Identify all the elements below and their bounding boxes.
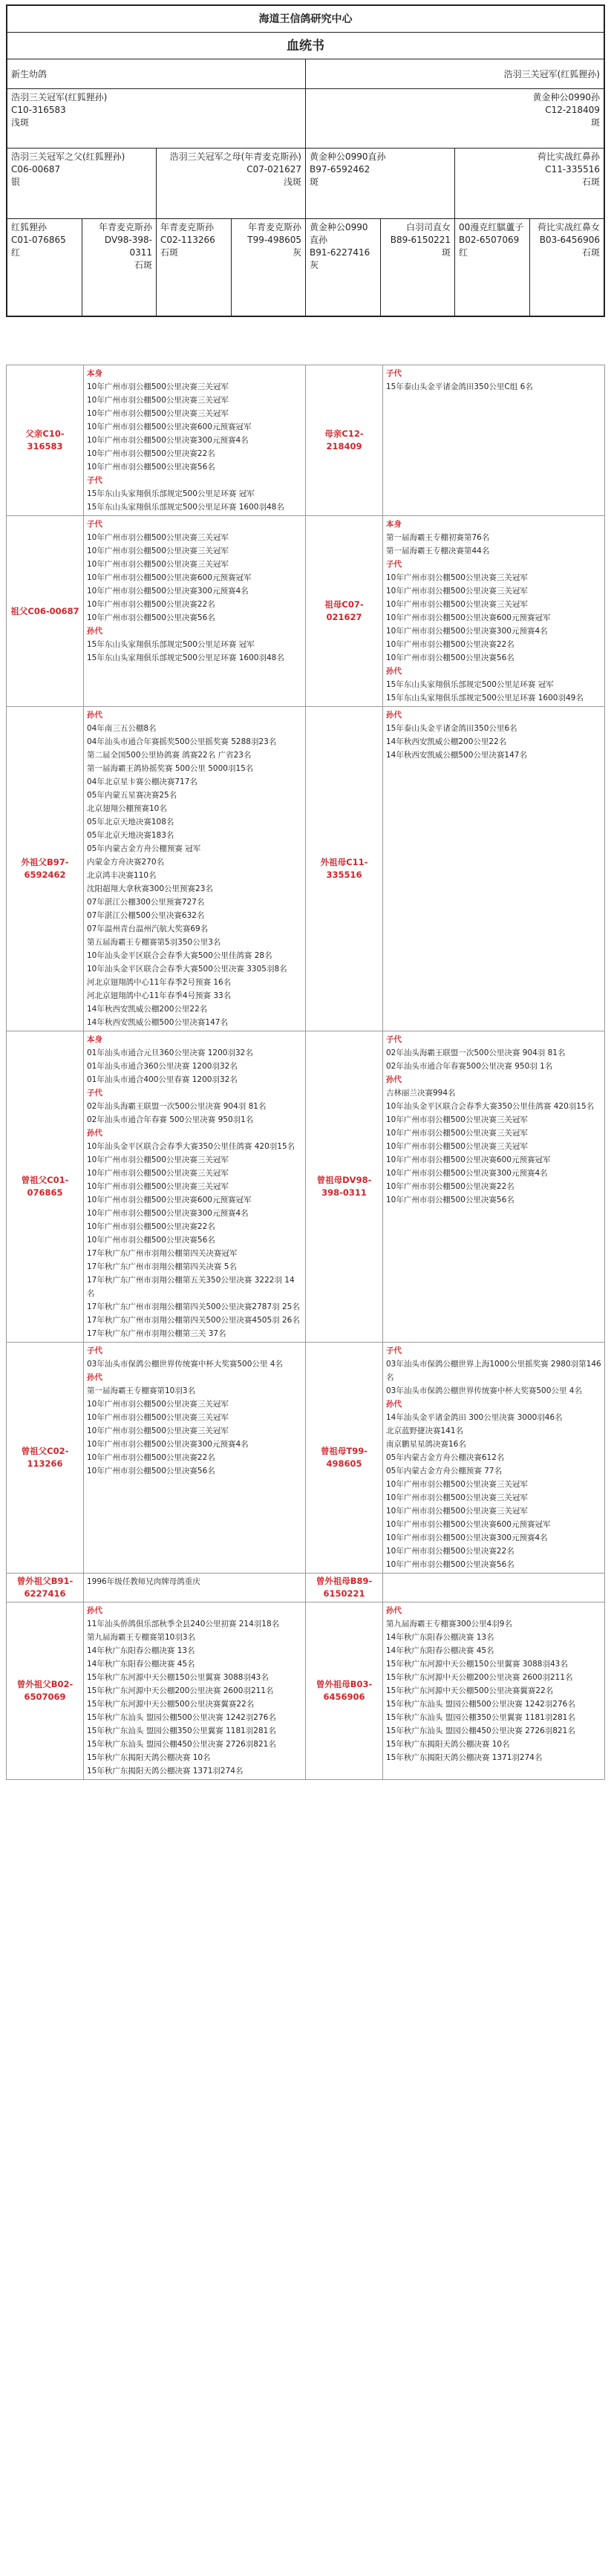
record-row	[7, 365, 605, 516]
achievement-entry: 14年秋广东阳春公棚决赛 13名	[87, 1646, 195, 1655]
achievement-entry: 河北京翅翔鸽中心11年春季2号预赛 16名	[87, 978, 232, 987]
achievement-entry: 02年汕头海霸王联盟一次500公里决赛 904羽 81名	[386, 1049, 566, 1057]
ancestor-relation: 曾祖母	[320, 1446, 347, 1456]
achievement-entry: 第九届海霸王专棚赛第10羽3名	[87, 1633, 196, 1642]
document-title: 血统书	[7, 33, 604, 59]
achievement-entry: 内蒙金方舟决赛270名	[87, 858, 165, 867]
achievement-category: 孙代	[87, 1373, 102, 1382]
ancestor-ring-code: C01-076865	[27, 1175, 69, 1198]
achievement-entry: 14年秋西安凯威公棚200公里22名	[87, 1005, 208, 1014]
achievement-entry: 05年北京天地决赛108名	[87, 818, 174, 826]
achievement-entry: 10年广州市羽公棚500公里决赛22名	[87, 600, 215, 609]
achievement-entry: 第一届海霸王专棚初赛第76名	[386, 533, 490, 542]
pedigree-great-grand-cell: 红狐狸孙 C01-076865 红	[7, 219, 82, 316]
achievement-category: 孙代	[386, 667, 402, 676]
achievement-entry: 01年汕头市通合元旦360公里决赛 1200羽32名	[87, 1049, 253, 1057]
achievement-entry: 14年汕头金平诸金鸽田 300公里决赛 3000羽46名	[386, 1413, 563, 1422]
achievement-entry: 10年广州市羽公棚500公里决赛三关冠军	[386, 600, 528, 609]
achievement-list-cell	[84, 707, 306, 1031]
achievement-entry: 10年广州市羽公棚500公里决赛600元预赛冠军	[386, 1520, 551, 1529]
achievement-entry: 17年秋广东广州市羽翔公棚第三关 37名	[87, 1329, 226, 1338]
ancestor-label-cell	[7, 365, 84, 516]
achievement-entry: 14年秋西安凯威公棚500公里决赛147名	[87, 1018, 228, 1027]
ancestor-ring-code: B97-6592462	[24, 857, 69, 880]
subject-label: 新生幼鸽	[7, 59, 306, 88]
achievement-list-cell	[383, 1343, 605, 1574]
achievement-list-cell	[383, 365, 605, 516]
achievement-entry: 15年东山头家翔俱乐部规定500公里足环赛 1600羽49名	[386, 694, 584, 702]
achievement-entry: 10年广州市羽公棚500公里决赛三关冠军	[386, 1507, 528, 1516]
ancestor-relation: 曾祖父	[21, 1175, 48, 1185]
achievement-entry: 10年汕头金平区联合会春季大赛500公里决赛 3305羽8名	[87, 965, 287, 974]
pedigree-great-grand-cell: 黄金种公0990直孙 B91-6227416 灰	[306, 219, 381, 316]
achievement-entry: 10年广州市羽公棚500公里决赛22名	[386, 1182, 514, 1191]
achievement-entry: 10年广州市羽公棚500公里决赛300元预赛4名	[87, 1209, 249, 1218]
achievement-entry: 10年广州市羽公棚500公里决赛三关冠军	[87, 396, 229, 405]
achievement-entry: 10年广州市羽公棚500公里决赛三关冠军	[87, 1155, 229, 1164]
achievement-entry: 07年湛江公棚500公里决赛632名	[87, 911, 205, 920]
pedigree-great-grand-cell: 年青麦克斯孙 DV98-398-0311 石斑	[82, 219, 157, 316]
ancestor-label-cell	[7, 1574, 84, 1602]
achievement-entry: 10年广州市羽公棚500公里决赛三关冠军	[87, 409, 229, 418]
achievement-list-cell	[383, 707, 605, 1031]
achievement-entry: 10年广州市羽公棚500公里决赛三关冠军	[87, 1400, 229, 1409]
ancestor-label-cell	[306, 1343, 383, 1574]
achievement-entry: 04年南三五公棚8名	[87, 724, 157, 733]
ancestor-label-cell	[7, 1343, 84, 1574]
achievement-entry: 15年泰山头金平诸金鸽田350公里C组 6名	[386, 382, 533, 391]
achievement-entry: 05年内蒙古金方舟公棚预赛 冠军	[87, 844, 201, 853]
achievement-entry: 02年汕头市通合年春赛500公里决赛 950羽 1名	[386, 1062, 553, 1071]
achievement-entry: 1996年级任教师兄肉牌母鸽重庆	[87, 1577, 200, 1586]
ancestor-label-cell	[306, 1574, 383, 1602]
achievement-entry: 07年温州青台温州汽航大奖赛69名	[87, 925, 209, 933]
achievement-list-cell	[383, 516, 605, 707]
ancestor-ring-code: C10-316583	[27, 428, 65, 451]
race-record-table	[6, 365, 605, 1780]
ancestor-relation: 曾外祖父	[16, 1576, 51, 1586]
ancestor-label-cell	[306, 1031, 383, 1343]
achievement-list-cell	[84, 1574, 306, 1602]
achievement-entry: 10年广州市羽公棚500公里决赛三关冠军	[87, 1426, 229, 1435]
achievement-entry: 10年广州市羽公棚500公里决赛22名	[87, 449, 215, 458]
achievement-entry: 10年广州市羽公棚500公里决赛300元预赛4名	[386, 1169, 548, 1178]
achievement-entry: 01年汕头市通合360公里决赛 1200羽32名	[87, 1062, 238, 1071]
achievement-entry: 10年广州市羽公棚500公里决赛三关冠军	[87, 1413, 229, 1422]
pedigree-subject-row	[7, 59, 604, 89]
achievement-category: 孙代	[87, 711, 102, 720]
achievement-entry: 10年广州市羽公棚500公里决赛600元预赛冠军	[87, 573, 252, 582]
achievement-entry: 南京鹏星星鸽决赛16名	[386, 1440, 466, 1449]
achievement-category: 子代	[87, 1089, 102, 1098]
achievement-entry: 10年广州市羽公棚500公里决赛三关冠军	[386, 1129, 528, 1138]
ancestor-ring-code: B91-6227416	[24, 1576, 73, 1599]
achievement-entry: 15年泰山头金平诸金鸽田350公里6名	[386, 724, 517, 733]
achievement-entry: 03年汕头市保鸽公棚世界传统赛中杯大奖赛500公里 4名	[386, 1386, 582, 1395]
achievement-entry: 15年东山头家翔俱乐部规定500公里足环赛 冠军	[87, 640, 255, 649]
achievement-category: 孙代	[87, 1129, 102, 1138]
achievement-category: 孙代	[386, 1606, 402, 1615]
pedigree-mother-cell: 黄金种公0990孙 C12-218409 斑	[532, 92, 600, 128]
achievement-entry: 15年秋广东河源中天公棚150公里翼赛 3088羽43名	[87, 1673, 269, 1682]
achievement-list-cell	[84, 1602, 306, 1780]
achievement-entry: 10年广州市羽公棚500公里决赛600元预赛冠军	[386, 1155, 551, 1164]
achievement-category: 子代	[386, 1346, 402, 1355]
achievement-entry: 01年汕头市通合400公里春赛 1200羽32名	[87, 1075, 238, 1084]
achievement-category: 本身	[386, 520, 402, 529]
pedigree-grandmother-cell: 浩羽三关冠军之母(年青麦克斯孙) C07-021627 浅斑	[157, 149, 306, 218]
achievement-entry: 15年秋广东揭阳天鸽公棚决赛 10名	[386, 1740, 510, 1749]
achievement-entry: 第五届海霸王专棚赛第5羽350公里3名	[87, 938, 221, 947]
achievement-entry: 第一届海霸王鸽协摇奖赛 500公里 5000羽15名	[87, 764, 254, 773]
achievement-list-cell	[84, 1031, 306, 1343]
achievement-entry: 15年秋广东河源中天公棚500公里决赛翼赛22名	[386, 1686, 554, 1695]
achievement-entry: 05年北京天地决赛183名	[87, 831, 174, 840]
achievement-entry: 03年汕头市保鸽公棚世界上海1000公里摇奖赛 2980羽第146名	[386, 1360, 601, 1382]
achievement-entry: 10年广州市羽公棚500公里决赛三关冠军	[87, 547, 229, 555]
achievement-list-cell	[84, 365, 306, 516]
pedigree-great-grand-cell: 00漫克红騏蘆子 B02-6507069 红	[455, 219, 530, 316]
achievement-entry: 10年广州市羽公棚500公里决赛22名	[87, 1222, 215, 1231]
achievement-entry: 15年东山头家翔俱乐部规定500公里足环赛 冠军	[87, 489, 255, 498]
achievement-entry: 02年汕头市通合年春赛 500公里决赛 950羽1名	[87, 1115, 254, 1124]
achievement-entry: 10年广州市羽公棚500公里决赛56名	[386, 1196, 514, 1204]
achievement-entry: 第九届海霸王专棚赛300公里4羽9名	[386, 1620, 512, 1628]
achievement-entry: 15年东山头家翔俱乐部规定500公里足环赛 1600羽48名	[87, 653, 284, 662]
organization-name: 海道王信鸽研究中心	[7, 6, 604, 33]
achievement-entry: 10年广州市羽公棚500公里决赛三关冠军	[87, 560, 229, 569]
achievement-entry: 10年广州市羽公棚500公里决赛三关冠军	[87, 1169, 229, 1178]
achievement-category: 子代	[87, 1346, 102, 1355]
ancestor-label-cell	[306, 1602, 383, 1780]
achievement-entry: 10年广州市羽公棚500公里决赛56名	[87, 1467, 215, 1476]
achievement-entry: 15年秋广东河源中天公棚200公里决赛 2600羽211名	[87, 1686, 274, 1695]
achievement-entry: 10年广州市羽公棚500公里决赛56名	[386, 1560, 514, 1569]
achievement-entry: 10年广州市羽公棚500公里决赛三关冠军	[386, 1480, 528, 1489]
achievement-entry: 10年广州市羽公棚500公里决赛三关冠军	[386, 1493, 528, 1502]
ancestor-relation: 祖母	[324, 599, 342, 610]
ancestor-ring-code: C07-021627	[326, 599, 364, 622]
achievement-entry: 17年秋广东广州市羽翔公棚第四关500公里决赛4505羽 26名	[87, 1316, 300, 1325]
ancestor-relation: 祖父	[10, 605, 28, 616]
achievement-category: 子代	[87, 520, 102, 529]
ancestor-relation: 外祖母	[320, 857, 347, 867]
achievement-entry: 15年秋广东汕头 盟园公棚450公里决赛 2726羽821名	[386, 1726, 575, 1735]
pedigree-great-grand-cell: 年青麦克斯孙 T99-498605 灰	[232, 219, 307, 316]
record-row	[7, 1343, 605, 1574]
achievement-entry: 15年秋广东汕头 盟园公棚500公里决赛 1242羽276名	[386, 1700, 575, 1709]
achievement-entry: 沈阳超翔大拿秋赛300公里预赛23名	[87, 884, 213, 893]
ancestor-ring-code: DV98-398-0311	[321, 1175, 372, 1198]
achievement-list-cell	[383, 1031, 605, 1343]
achievement-category: 子代	[386, 369, 402, 378]
achievement-entry: 15年秋广东揭阳天鸽公棚决赛 1371羽274名	[386, 1753, 543, 1762]
achievement-entry: 10年广州市羽公棚500公里决赛三关冠军	[386, 587, 528, 596]
achievement-entry: 04年北京星卡赛公棚决赛717名	[87, 777, 197, 786]
achievement-entry: 10年广州市羽公棚500公里决赛56名	[87, 463, 215, 472]
achievement-entry: 10年广州市羽公棚500公里决赛300元预赛4名	[87, 587, 249, 596]
achievement-entry: 14年秋广东阳春公棚决赛 13名	[386, 1633, 494, 1642]
ancestor-label-cell	[306, 365, 383, 516]
pedigree-parents-row	[7, 89, 604, 149]
ancestor-ring-code: B02-6507069	[24, 1679, 73, 1702]
record-row	[7, 1031, 605, 1343]
achievement-entry: 10年广州市羽公棚500公里决赛22名	[87, 1453, 215, 1462]
achievement-entry: 15年东山头家翔俱乐部规定500公里足环赛 冠军	[386, 680, 554, 689]
pedigree-great-grandparents-row	[7, 219, 604, 316]
pedigree-great-grand-cell: 年青麦克斯孙 C02-113266 石斑	[157, 219, 232, 316]
achievement-category: 孙代	[386, 1075, 402, 1084]
achievement-entry: 17年秋广东广州市羽翔公棚第四关500公里决赛2787羽 25名	[87, 1302, 300, 1311]
achievement-category: 孙代	[386, 711, 402, 720]
achievement-category: 孙代	[87, 1606, 102, 1615]
achievement-category: 子代	[87, 476, 102, 485]
achievement-entry: 北京鸿丰决赛110名	[87, 871, 157, 880]
achievement-entry: 14年秋广东阳春公棚决赛 45名	[386, 1646, 494, 1655]
achievement-entry: 北京翅翔公棚预赛10名	[87, 804, 167, 813]
achievement-entry: 10年广州市羽公棚500公里决赛三关冠军	[87, 1182, 229, 1191]
ancestor-label-cell	[7, 707, 84, 1031]
achievement-list-cell	[383, 1602, 605, 1780]
ancestor-relation: 母亲	[324, 428, 342, 439]
achievement-category: 孙代	[386, 1400, 402, 1409]
achievement-entry: 10年汕头金平区联合会春季大赛350公里佳鸽赛 420羽15名	[87, 1142, 295, 1151]
achievement-category: 本身	[87, 1035, 102, 1044]
achievement-entry: 10年广州市羽公棚500公里决赛600元预赛冠军	[386, 613, 551, 622]
achievement-entry: 10年广州市羽公棚500公里决赛56名	[386, 653, 514, 662]
ancestor-relation: 曾外祖母	[316, 1679, 350, 1689]
achievement-category: 子代	[386, 560, 402, 569]
achievement-entry: 10年广州市羽公棚500公里决赛三关冠军	[386, 1115, 528, 1124]
achievement-entry: 10年广州市羽公棚500公里决赛三关冠军	[87, 533, 229, 542]
achievement-entry: 15年秋广东河源中天公棚200公里决赛 2600羽211名	[386, 1673, 573, 1682]
achievement-entry: 15年秋广东汕头 盟园公棚500公里决赛 1242羽276名	[87, 1713, 276, 1722]
ancestor-relation: 曾外祖母	[316, 1576, 350, 1586]
achievement-entry: 02年汕头海霸王联盟一次500公里决赛 904羽 81名	[87, 1102, 267, 1111]
achievement-entry: 07年湛江公棚300公里预赛727名	[87, 898, 205, 907]
achievement-category: 子代	[386, 1035, 402, 1044]
achievement-entry: 11年汕头侨鸽俱乐部秋季全县240公里初赛 214羽18名	[87, 1620, 280, 1628]
achievement-entry: 15年秋广东揭阳天鸽公棚决赛 1371羽274名	[87, 1767, 244, 1776]
ancestor-relation: 曾祖父	[21, 1446, 48, 1456]
achievement-entry: 17年秋广东广州市羽翔公棚第四关决赛冠军	[87, 1249, 238, 1258]
achievement-entry: 10年广州市羽公棚500公里决赛22名	[386, 1547, 514, 1556]
achievement-entry: 河北京翅翔鸽中心11年春季4号预赛 33名	[87, 991, 232, 1000]
achievement-entry: 14年秋西安凯威公棚500公里决赛147名	[386, 751, 527, 760]
achievement-entry: 10年广州市羽公棚500公里决赛56名	[87, 613, 215, 622]
achievement-entry: 吉林丽兰决赛994名	[386, 1089, 456, 1098]
ancestor-label-cell	[306, 707, 383, 1031]
achievement-entry: 10年汕头金平区联合会春季大赛500公里佳鸽赛 28名	[87, 951, 272, 960]
ancestor-relation: 父亲	[25, 428, 43, 439]
record-row	[7, 516, 605, 707]
ancestor-ring-code: B89-6150221	[323, 1576, 373, 1599]
ancestor-label-cell	[7, 1031, 84, 1343]
achievement-entry: 17年秋广东广州市羽翔公棚第五关350公里决赛 3222羽 14名	[87, 1276, 295, 1298]
achievement-entry: 10年广州市羽公棚500公里决赛三关冠军	[386, 1142, 528, 1151]
achievement-entry: 05年内蒙五星赛决赛25名	[87, 791, 177, 800]
ancestor-label-cell	[7, 1602, 84, 1780]
ancestor-ring-code: C11-335516	[326, 857, 368, 880]
achievement-category: 孙代	[87, 627, 102, 636]
achievement-entry: 14年秋广东阳春公棚决赛 45名	[87, 1660, 195, 1669]
achievement-entry: 14年秋西安凯威公棚200公里22名	[386, 737, 507, 746]
ancestor-ring-code: C06-00687	[27, 605, 79, 616]
achievement-entry: 第一届海霸王专棚赛第10羽3名	[87, 1386, 196, 1395]
ancestor-label-cell	[7, 516, 84, 707]
achievement-entry: 04年汕头市通合年赛摇奖500公里摇奖赛 5288羽23名	[87, 737, 277, 746]
achievement-entry: 15年秋广东河源中天公棚500公里决赛翼赛22名	[87, 1700, 255, 1709]
achievement-entry: 10年广州市羽公棚500公里决赛三关冠军	[386, 573, 528, 582]
achievement-entry: 10年广州市羽公棚500公里决赛300元预赛4名	[87, 436, 249, 445]
achievement-entry: 15年秋广东汕头 盟园公棚450公里决赛 2726羽821名	[87, 1740, 276, 1749]
achievement-entry: 10年广州市羽公棚500公里决赛300元预赛4名	[87, 1440, 249, 1449]
ancestor-ring-code: C12-218409	[326, 428, 364, 451]
achievement-entry: 15年秋广东河源中天公棚150公里翼赛 3088羽43名	[386, 1660, 568, 1669]
pedigree-maternal-grandmother-cell: 荷比实战红鼻孙 C11-335516 石斑	[537, 151, 600, 187]
ancestor-ring-code: B03-6456906	[323, 1679, 373, 1702]
record-row	[7, 707, 605, 1031]
achievement-entry: 10年汕头金平区联合会春季大赛350公里佳鸽赛 420羽15名	[386, 1102, 595, 1111]
ancestor-relation: 外祖父	[21, 857, 47, 867]
achievement-entry: 05年内蒙古金方舟公棚预赛 77名	[386, 1467, 503, 1476]
record-row	[7, 1602, 605, 1780]
achievement-entry: 15年东山头家翔俱乐部规定500公里足环赛 1600羽48名	[87, 503, 284, 512]
achievement-category: 本身	[87, 369, 102, 378]
pedigree-chart	[6, 4, 605, 317]
achievement-entry: 第一届海霸王专棚决赛第44名	[386, 547, 490, 555]
pedigree-maternal-grandfather-cell: 黄金种公0990直孙 B97-6592462 斑	[306, 149, 455, 218]
achievement-entry: 10年广州市羽公棚500公里决赛600元预赛冠军	[87, 1196, 252, 1204]
achievement-entry: 10年广州市羽公棚500公里决赛600元预赛冠军	[87, 423, 252, 431]
achievement-entry: 10年广州市羽公棚500公里决赛56名	[87, 1236, 215, 1245]
pedigree-grandparents-row	[7, 149, 604, 219]
ancestor-ring-code: T99-498605	[326, 1446, 368, 1469]
achievement-entry: 17年秋广东广州市羽翔公棚第四关决赛 5名	[87, 1262, 237, 1271]
pedigree-great-grand-cell: 荷比实战红鼻女 B03-6456906 石斑	[537, 222, 600, 258]
pedigree-grandfather-cell: 浩羽三关冠军之父(红狐狸孙) C06-00687 银	[7, 149, 157, 218]
ancestor-relation: 曾外祖父	[16, 1679, 51, 1689]
achievement-entry: 第二届全国500公里协鸽赛 鸽赛22名 广省23名	[87, 751, 252, 760]
achievement-entry: 15年秋广东汕头 盟园公棚350公里翼赛 1181羽281名	[87, 1726, 276, 1735]
achievement-list-cell	[383, 1574, 605, 1602]
ancestor-ring-code: C02-113266	[27, 1446, 69, 1469]
achievement-entry: 03年汕头市保鸽公棚世界传统赛中杯大奖赛500公里 4名	[87, 1360, 283, 1369]
achievement-entry: 05年内蒙古金方舟公棚决赛612名	[386, 1453, 505, 1462]
ancestor-label-cell	[306, 516, 383, 707]
achievement-list-cell	[84, 516, 306, 707]
subject-name: 浩羽三关冠军(红狐狸孙)	[503, 69, 600, 79]
pedigree-father-cell: 浩羽三关冠军(红狐狸孙) C10-316583 浅斑	[7, 89, 306, 148]
pedigree-great-grand-cell: 白羽司直女 B89-6150221 斑	[381, 219, 456, 316]
achievement-list-cell	[84, 1343, 306, 1574]
ancestor-relation: 曾祖母	[316, 1175, 343, 1185]
achievement-entry: 15年秋广东汕头 盟园公棚350公里翼赛 1181羽281名	[386, 1713, 575, 1722]
achievement-entry: 10年广州市羽公棚500公里决赛300元预赛4名	[386, 1533, 548, 1542]
achievement-entry: 北京蓝野捷决赛141名	[386, 1426, 464, 1435]
achievement-entry: 10年广州市羽公棚500公里决赛22名	[386, 640, 514, 649]
record-row	[7, 1574, 605, 1602]
achievement-entry: 10年广州市羽公棚500公里决赛三关冠军	[87, 382, 229, 391]
achievement-entry: 10年广州市羽公棚500公里决赛300元预赛4名	[386, 627, 548, 636]
achievement-entry: 15年秋广东揭阳天鸽公棚决赛 10名	[87, 1753, 211, 1762]
